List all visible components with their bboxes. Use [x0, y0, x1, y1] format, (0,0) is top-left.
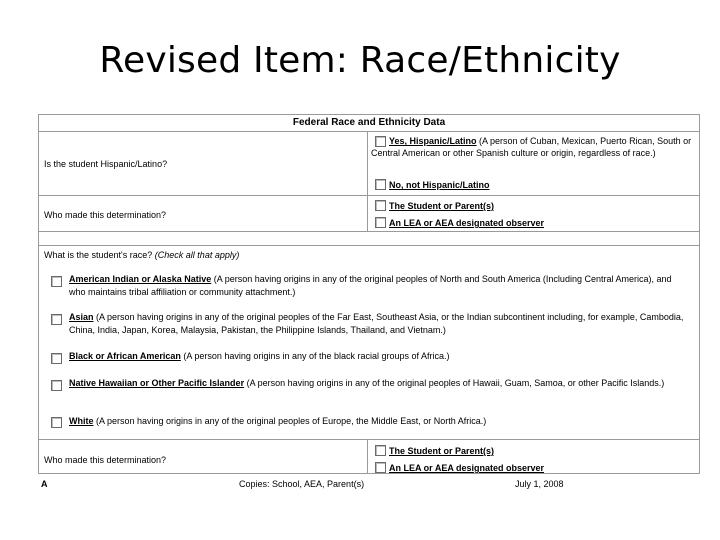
determination2-student-checkbox[interactable]: [375, 445, 386, 456]
determination1-student-checkbox[interactable]: [375, 200, 386, 211]
footer-copies: Copies: School, AEA, Parent(s): [239, 479, 365, 489]
race-question-line: [44, 250, 239, 260]
row-divider-3: [39, 245, 699, 246]
hispanic-no-checkbox[interactable]: [375, 179, 386, 190]
race-black-checkbox[interactable]: [51, 353, 62, 364]
race-white-desc: (A person having origins in any of the original peoples of Europe, the Middle East, or North Africa.): [93, 416, 487, 426]
column-divider-top: [367, 131, 368, 231]
hispanic-no-option: [389, 179, 490, 191]
race-pacific-islander-option: [69, 377, 689, 390]
race-pacific-islander-checkbox[interactable]: [51, 380, 62, 391]
form-header: Federal Race and Ethnicity Data: [39, 115, 699, 132]
slide-title: Revised Item: Race/Ethnicity: [99, 40, 621, 81]
determination1-observer-label: An LEA or AEA designated observer: [389, 218, 545, 228]
determination1-question: Who made this determination?: [44, 210, 167, 220]
determination1-student-option: [389, 200, 494, 212]
determination2-observer-label: An LEA or AEA designated observer: [389, 463, 545, 473]
determination1-student-label: The Student or Parent(s): [389, 201, 495, 211]
determination1-observer-option: [389, 217, 544, 229]
race-american-indian-option: [69, 273, 689, 298]
race-white-checkbox[interactable]: [51, 417, 62, 428]
row-divider-2: [39, 231, 699, 232]
hispanic-yes-desc: (A person of Cuban, Mexican, Puerto Rican, South or Central American or other Spanish culture or origin, regardless of race.): [371, 136, 692, 158]
row-divider-1: [39, 195, 699, 196]
race-american-indian-checkbox[interactable]: [51, 276, 62, 287]
determination1-observer-checkbox[interactable]: [375, 217, 386, 228]
column-divider-bottom: [367, 439, 368, 473]
row-divider-4: [39, 439, 699, 440]
race-white-label: White: [69, 416, 94, 426]
determination2-observer-checkbox[interactable]: [375, 462, 386, 473]
footer-date: July 1, 2008: [515, 479, 564, 489]
race-american-indian-desc: (A person having origins in any of the original peoples of North and South America (Including Central America), and who maintains tribal affiliation or community attachment.): [69, 274, 672, 297]
determination2-observer-option: [389, 462, 544, 474]
hispanic-yes-option: [371, 135, 695, 159]
race-asian-option: [69, 311, 689, 336]
determination2-question: Who made this determination?: [44, 455, 167, 465]
race-white-option: [69, 415, 689, 428]
race-black-label: Black or African American: [69, 351, 181, 361]
race-question: What is the student's race?: [44, 250, 153, 260]
race-pacific-islander-desc: (A person having origins in any of the original peoples of Hawaii, Guam, Samoa, or other Pacific Islands.): [244, 378, 665, 388]
race-ethnicity-form: [38, 114, 700, 489]
race-pacific-islander-label: Native Hawaiian or Other Pacific Islander: [69, 378, 245, 388]
hispanic-yes-label: Yes, Hispanic/Latino: [389, 136, 477, 146]
race-american-indian-label: American Indian or Alaska Native: [69, 274, 212, 284]
race-asian-desc: (A person having origins in any of the original peoples of the Far East, Southeast Asia, or the Indian subcontinent including, for example, Cambodia, China, India, Japan, Korea, Malaysia, Pakistan, the Philippine Islands, Thailand, and Vietnam.): [69, 312, 684, 335]
hispanic-no-label: No, not Hispanic/Latino: [389, 180, 490, 190]
race-black-desc: (A person having origins in any of the black racial groups of Africa.): [180, 351, 450, 361]
race-asian-checkbox[interactable]: [51, 314, 62, 325]
hispanic-question: Is the student Hispanic/Latino?: [44, 159, 168, 169]
determination2-student-label: The Student or Parent(s): [389, 446, 495, 456]
race-asian-label: Asian: [69, 312, 94, 322]
race-black-option: [69, 350, 689, 363]
footer-code: A: [41, 479, 48, 489]
determination2-student-option: [389, 445, 494, 457]
race-instruction: (Check all that apply): [154, 250, 240, 260]
